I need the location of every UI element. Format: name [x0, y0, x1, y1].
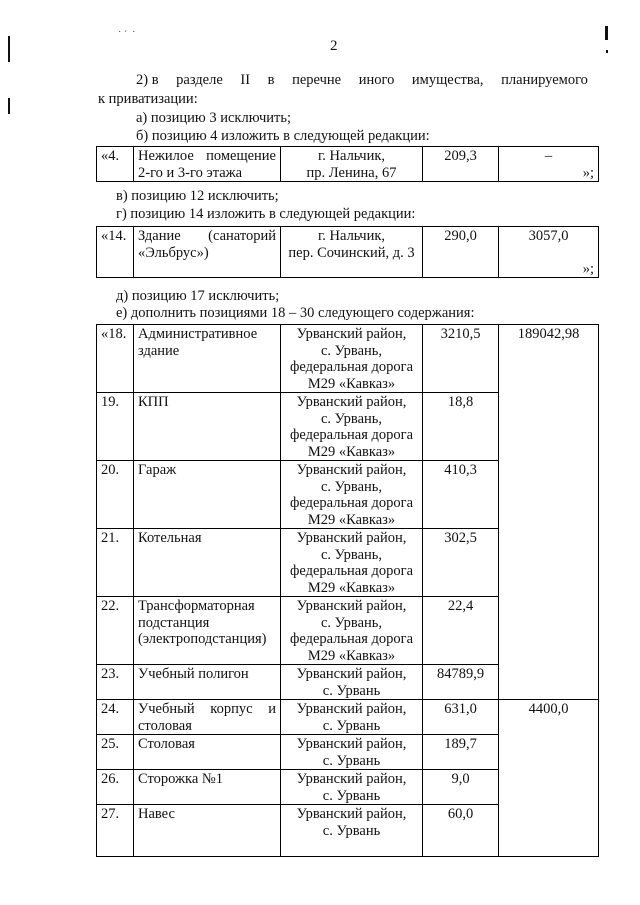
cell-name: Учебный полигон: [134, 665, 281, 700]
cell-name: Трансформаторная подстанция (электроподстанция): [134, 597, 281, 665]
cell-num: 19.: [97, 393, 134, 461]
cell-name: Нежилое помещение 2-го и 3-го этажа: [134, 147, 281, 182]
cell-area: 60,0: [423, 805, 499, 857]
scan-artifact-left: ˙ ˊ ˙: [118, 30, 136, 41]
cell-name: КПП: [134, 393, 281, 461]
cell-name: Навес: [134, 805, 281, 857]
cell-name: Сторожка №1: [134, 770, 281, 805]
cell-address: Урванский район, с. Урвань: [281, 735, 423, 770]
table-row: [97, 700, 599, 735]
scan-artifact-right: [605, 26, 608, 40]
item-d: д) позицию 17 исключить;: [116, 288, 280, 304]
item-b: б) позицию 4 изложить в следующей редакции:: [136, 128, 430, 144]
table-row: [97, 147, 599, 182]
cell-address: Урванский район, с. Урвань, федеральная дорога М29 «Кавказ»: [281, 325, 423, 393]
cell-num: 21.: [97, 529, 134, 597]
cell-num: 25.: [97, 735, 134, 770]
cell-area: 302,5: [423, 529, 499, 597]
cell-name: Здание (санаторий «Эльбрус»): [134, 227, 281, 278]
cell-num: 22.: [97, 597, 134, 665]
cell-area: 18,8: [423, 393, 499, 461]
cell-area: 189,7: [423, 735, 499, 770]
cell-address: г. Нальчик, пер. Сочинский, д. 3: [281, 227, 423, 278]
left-margin-mark-mid: [8, 98, 10, 114]
paragraph-2-line1: 2) в разделе II в перечне иного имущества, планируемого: [136, 72, 588, 88]
cell-address: Урванский район, с. Урвань, федеральная дорога М29 «Кавказ»: [281, 529, 423, 597]
cell-address: Урванский район, с. Урвань, федеральная дорога М29 «Кавказ»: [281, 461, 423, 529]
cell-num: 23.: [97, 665, 134, 700]
cell-price: – »;: [499, 147, 599, 182]
cell-address: Урванский район, с. Урвань: [281, 665, 423, 700]
item-e: е) дополнить позициями 18 – 30 следующего содержания:: [116, 305, 475, 321]
cell-address: Урванский район, с. Урвань: [281, 700, 423, 735]
table-position-14: [96, 226, 599, 278]
cell-area: 410,3: [423, 461, 499, 529]
paragraph-2-line2: к приватизации:: [98, 91, 198, 107]
cell-num: 27.: [97, 805, 134, 857]
table-position-4: [96, 146, 599, 182]
table-row: [97, 227, 599, 278]
scan-artifact-right-dot: [606, 50, 608, 53]
cell-price: 3057,0 »;: [499, 227, 599, 278]
page-number: 2: [330, 38, 338, 54]
cell-area: 3210,5: [423, 325, 499, 393]
cell-area: 22,4: [423, 597, 499, 665]
cell-num: 24.: [97, 700, 134, 735]
item-g: г) позицию 14 изложить в следующей редакции:: [116, 206, 416, 222]
cell-name: Гараж: [134, 461, 281, 529]
cell-price-group-1: 189042,98: [499, 325, 599, 700]
item-a: а) позицию 3 исключить;: [136, 110, 292, 126]
cell-area: 631,0: [423, 700, 499, 735]
cell-area: 84789,9: [423, 665, 499, 700]
cell-name: Котельная: [134, 529, 281, 597]
cell-area: 209,3: [423, 147, 499, 182]
item-v: в) позицию 12 исключить;: [116, 188, 279, 204]
left-margin-mark-top: [8, 36, 10, 62]
cell-address: Урванский район, с. Урвань, федеральная дорога М29 «Кавказ»: [281, 597, 423, 665]
cell-address: Урванский район, с. Урвань: [281, 770, 423, 805]
cell-num: «18.: [97, 325, 134, 393]
cell-area: 9,0: [423, 770, 499, 805]
cell-num: «14.: [97, 227, 134, 278]
cell-name: Столовая: [134, 735, 281, 770]
cell-num: 20.: [97, 461, 134, 529]
cell-address: г. Нальчик, пр. Ленина, 67: [281, 147, 423, 182]
table-row: [97, 325, 599, 393]
cell-address: Урванский район, с. Урвань, федеральная дорога М29 «Кавказ»: [281, 393, 423, 461]
cell-address: Урванский район, с. Урвань: [281, 805, 423, 857]
cell-name: Учебный корпус и столовая: [134, 700, 281, 735]
cell-num: 26.: [97, 770, 134, 805]
cell-area: 290,0: [423, 227, 499, 278]
cell-num: «4.: [97, 147, 134, 182]
table-positions-18-30: [96, 324, 599, 857]
cell-price-group-2: 4400,0: [499, 700, 599, 857]
cell-name: Административное здание: [134, 325, 281, 393]
